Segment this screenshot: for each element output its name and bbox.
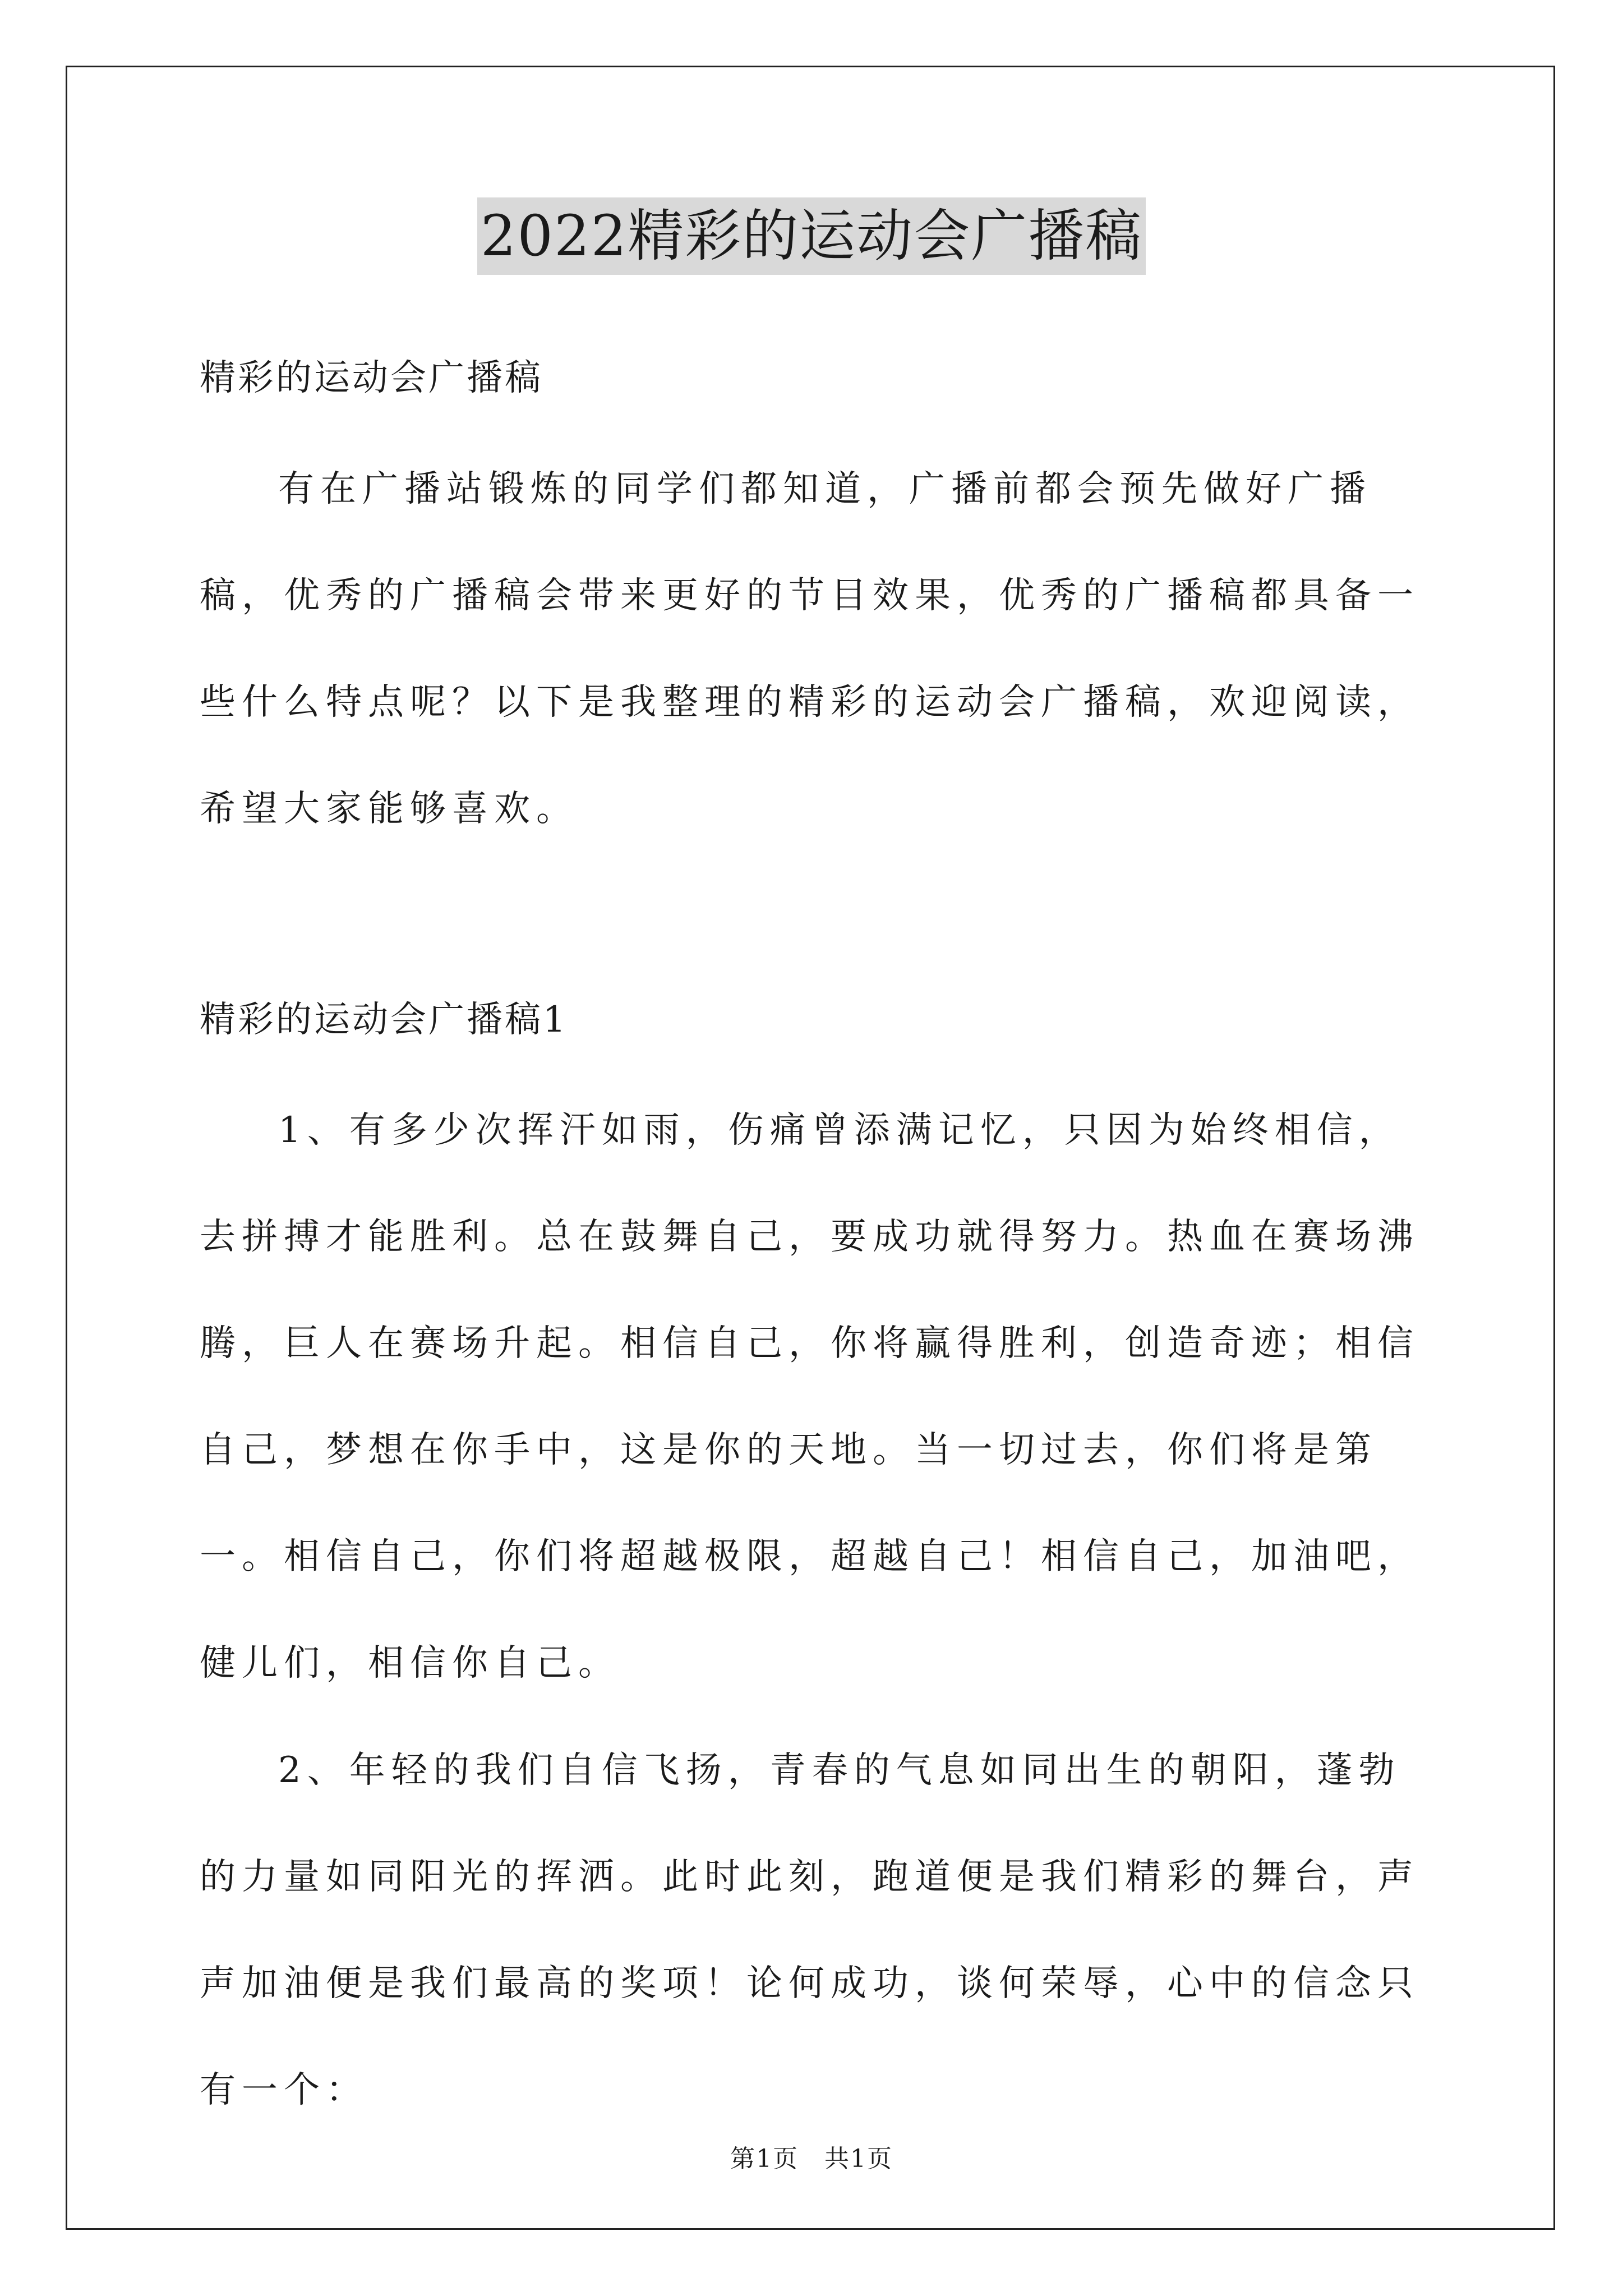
page-footer: 第1页 共1页 [730, 2145, 893, 2173]
paragraph-2: 2、年轻的我们自信飞扬，青春的气息如同出生的朝阳，蓬勃的力量如同阳光的挥洒。此时此刻，跑道便是我们精彩的舞台，声声加油便是我们最高的奖项！论何成功，谈何荣辱，心中的信念只有一个： [200, 1750, 1419, 2111]
title-container [0, 197, 1623, 275]
document-title: 2022精彩的运动会广播稿 [477, 197, 1146, 275]
document-subtitle: 精彩的运动会广播稿 [200, 357, 543, 399]
intro-paragraph: 有在广播站锻炼的同学们都知道，广播前都会预先做好广播稿，优秀的广播稿会带来更好的节目效果，优秀的广播稿都具备一些什么特点呢？以下是我整理的精彩的运动会广播稿，欢迎阅读，希望大家能够喜欢。 [200, 468, 1419, 830]
section-heading: 精彩的运动会广播稿1 [200, 999, 568, 1041]
paragraph-1: 1、有多少次挥汗如雨，伤痛曾添满记忆，只因为始终相信，去拼搏才能胜利。总在鼓舞自己，要成功就得努力。热血在赛场沸腾，巨人在赛场升起。相信自己，你将赢得胜利，创造奇迹；相信自己，梦想在你手中，这是你的天地。当一切过去，你们将是第一。相信自己，你们将超越极限，超越自己！相信自己，加油吧，健儿们，相信你自己。 [200, 1110, 1419, 1684]
